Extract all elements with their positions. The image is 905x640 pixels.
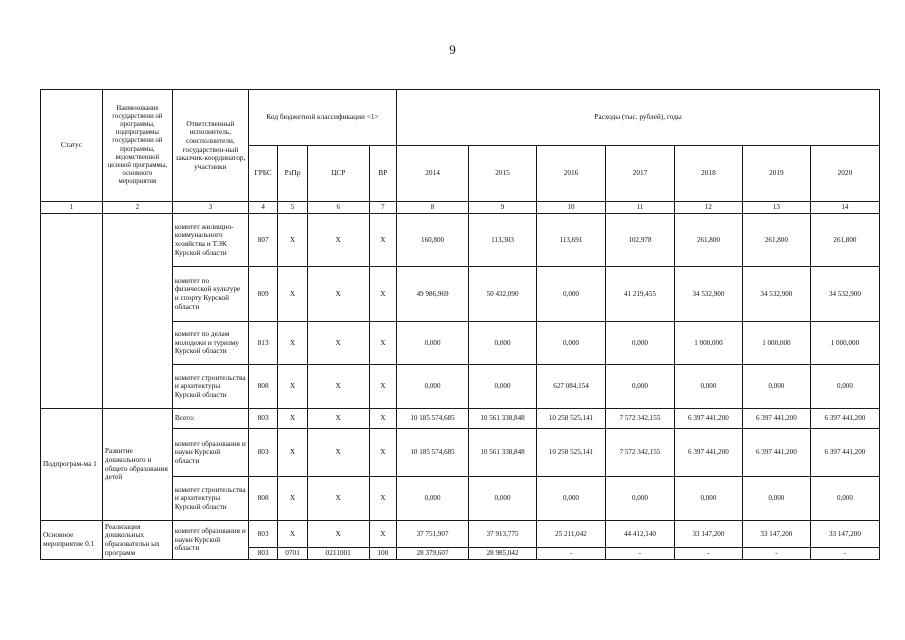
grbs-cell: 803 [248, 429, 277, 477]
value-cell: 0,000 [397, 477, 469, 521]
value-cell: 7 572 342,155 [605, 429, 674, 477]
value-cell: 0,000 [674, 477, 742, 521]
program-cell [102, 214, 172, 409]
value-cell: 6 397 441,200 [674, 429, 742, 477]
responsible-cell: Всего: [172, 409, 248, 429]
value-cell: 0,000 [742, 477, 810, 521]
header-expenses: Расходы (тыс. рублей), годы [397, 90, 880, 146]
value-cell: 1 000,000 [810, 322, 879, 365]
column-number: 3 [172, 202, 248, 214]
grbs-cell: 803 [248, 548, 277, 560]
value-cell: 6 397 441,200 [674, 409, 742, 429]
column-number: 9 [469, 202, 537, 214]
vr-cell: Х [369, 322, 396, 365]
value-cell: 10 258 525,141 [537, 409, 606, 429]
value-cell: 0,000 [469, 365, 537, 409]
csr-cell: Х [307, 322, 369, 365]
responsible-cell: комитет по делам молодежи и туризму Курской области [172, 322, 248, 365]
header-year: 2014 [397, 146, 469, 202]
rzpr-cell: Х [278, 477, 307, 521]
column-number: 12 [674, 202, 742, 214]
header-year: 2015 [469, 146, 537, 202]
column-number: 5 [278, 202, 307, 214]
value-cell: 0,000 [810, 477, 879, 521]
value-cell: 261,800 [742, 214, 810, 267]
column-number: 14 [810, 202, 879, 214]
grbs-cell: 807 [248, 214, 277, 267]
program-cell: Реализация дошкольных образовательн ых программ [102, 521, 172, 560]
value-cell: 28 379,607 [397, 548, 469, 560]
value-cell: 160,800 [397, 214, 469, 267]
csr-cell: Х [307, 429, 369, 477]
grbs-cell: 803 [248, 409, 277, 429]
grbs-cell: 813 [248, 322, 277, 365]
grbs-cell: 809 [248, 267, 277, 322]
value-cell: 28 985,042 [469, 548, 537, 560]
value-cell: 34 532,900 [742, 267, 810, 322]
header-vr: ВР [369, 146, 396, 202]
value-cell: 10 561 338,848 [469, 409, 537, 429]
value-cell: 6 397 441,200 [742, 429, 810, 477]
value-cell: 113,691 [537, 214, 606, 267]
header-year: 2016 [537, 146, 606, 202]
responsible-cell: комитет по физической культуре и спорту Курской области [172, 267, 248, 322]
value-cell: 0,000 [605, 365, 674, 409]
value-cell: 10 561 338,848 [469, 429, 537, 477]
rzpr-cell: Х [278, 322, 307, 365]
vr-cell: Х [369, 409, 396, 429]
vr-cell: Х [369, 521, 396, 548]
responsible-cell: комитет строительства и архитектуры Курской области [172, 365, 248, 409]
value-cell: 6 397 441,200 [810, 409, 879, 429]
value-cell: 0,000 [397, 365, 469, 409]
value-cell: 25 211,042 [537, 521, 606, 548]
grbs-cell: 808 [248, 365, 277, 409]
vr-cell: Х [369, 429, 396, 477]
header-year: 2020 [810, 146, 879, 202]
column-number: 1 [41, 202, 103, 214]
value-cell: 6 397 441,200 [742, 409, 810, 429]
value-cell: 10 258 525,141 [537, 429, 606, 477]
value-cell: 0,000 [469, 322, 537, 365]
value-cell: 627 084,154 [537, 365, 606, 409]
value-cell: 7 572 342,155 [605, 409, 674, 429]
rzpr-cell: Х [278, 365, 307, 409]
value-cell: 44 412,140 [605, 521, 674, 548]
vr-cell: Х [369, 365, 396, 409]
value-cell: 0,000 [397, 322, 469, 365]
table-row [41, 409, 880, 429]
rzpr-cell: Х [278, 429, 307, 477]
budget-table [40, 89, 880, 560]
value-cell: 0,000 [605, 322, 674, 365]
rzpr-cell: Х [278, 214, 307, 267]
header-rzpr: РзПр [278, 146, 307, 202]
column-number: 2 [102, 202, 172, 214]
table-row [41, 214, 880, 267]
value-cell: 0,000 [674, 365, 742, 409]
column-number: 6 [307, 202, 369, 214]
value-cell: - [537, 548, 606, 560]
status-cell: Основное мероприятие 0.1 [41, 521, 103, 560]
responsible-cell: комитет жилищно-коммунального хозяйства и ТЭК Курской области [172, 214, 248, 267]
header-program-name: Наименование государствени ой программы, подпрограммы государствени ой программы, ведомственной целевой программы, основного мероприятия [102, 90, 172, 202]
csr-cell: Х [307, 409, 369, 429]
value-cell: 50 432,090 [469, 267, 537, 322]
vr-cell: Х [369, 214, 396, 267]
header-responsible: Ответственный исполнитель, соисполнители, государствен-ный заказчик-координатор, участники [172, 90, 248, 202]
grbs-cell: 808 [248, 477, 277, 521]
header-row-1 [41, 90, 880, 146]
value-cell: 37 913,775 [469, 521, 537, 548]
column-number-row [41, 202, 880, 214]
rzpr-cell: 0701 [278, 548, 307, 560]
value-cell: 102,978 [605, 214, 674, 267]
value-cell: - [605, 548, 674, 560]
responsible-cell: комитет образования и науки Курской области [172, 521, 248, 560]
column-number: 10 [537, 202, 606, 214]
column-number: 8 [397, 202, 469, 214]
value-cell: 34 532,900 [674, 267, 742, 322]
value-cell: 10 185 574,685 [397, 409, 469, 429]
value-cell: 261,800 [810, 214, 879, 267]
program-cell: Развитие дошкольного и общего образования детей [102, 409, 172, 521]
value-cell: - [810, 548, 879, 560]
header-grbs: ГРБС [248, 146, 277, 202]
header-year: 2018 [674, 146, 742, 202]
rzpr-cell: Х [278, 267, 307, 322]
csr-cell: Х [307, 521, 369, 548]
csr-cell: Х [307, 267, 369, 322]
value-cell: 49 986,969 [397, 267, 469, 322]
responsible-cell: комитет образования и науки Курской области [172, 429, 248, 477]
value-cell: - [674, 548, 742, 560]
header-csr: ЦСР [307, 146, 369, 202]
column-number: 4 [248, 202, 277, 214]
value-cell: 0,000 [537, 477, 606, 521]
value-cell: 10 185 574,685 [397, 429, 469, 477]
csr-cell: Х [307, 477, 369, 521]
header-budget-code: Код бюджетной классификации <1> [248, 90, 396, 146]
column-number: 13 [742, 202, 810, 214]
value-cell: 33 147,200 [810, 521, 879, 548]
header-status: Статус [41, 90, 103, 202]
responsible-cell: комитет строительства и архитектуры Курской области [172, 477, 248, 521]
value-cell: 34 532,900 [810, 267, 879, 322]
page-number: 9 [449, 42, 456, 57]
value-cell: 261,800 [674, 214, 742, 267]
value-cell: 0,000 [742, 365, 810, 409]
value-cell: 6 397 441,200 [810, 429, 879, 477]
value-cell: 41 219,455 [605, 267, 674, 322]
value-cell: 0,000 [810, 365, 879, 409]
rzpr-cell: Х [278, 521, 307, 548]
value-cell: 1 000,000 [674, 322, 742, 365]
value-cell: 33 147,200 [742, 521, 810, 548]
value-cell: 33 147,200 [674, 521, 742, 548]
vr-cell: 100 [369, 548, 396, 560]
column-number: 11 [605, 202, 674, 214]
table-row [41, 521, 880, 548]
vr-cell: Х [369, 477, 396, 521]
rzpr-cell: Х [278, 409, 307, 429]
vr-cell: Х [369, 267, 396, 322]
status-cell [41, 214, 103, 409]
status-cell: Подпрограм-ма 1 [41, 409, 103, 521]
grbs-cell: 803 [248, 521, 277, 548]
value-cell: 0,000 [537, 322, 606, 365]
value-cell: 113,303 [469, 214, 537, 267]
value-cell: - [742, 548, 810, 560]
column-number: 7 [369, 202, 396, 214]
header-year: 2019 [742, 146, 810, 202]
header-year: 2017 [605, 146, 674, 202]
csr-cell: Х [307, 365, 369, 409]
value-cell: 0,000 [605, 477, 674, 521]
value-cell: 0,000 [537, 267, 606, 322]
value-cell: 37 751,907 [397, 521, 469, 548]
value-cell: 0,000 [469, 477, 537, 521]
value-cell: 1 000,000 [742, 322, 810, 365]
csr-cell: Х [307, 214, 369, 267]
csr-cell: 0211001 [307, 548, 369, 560]
